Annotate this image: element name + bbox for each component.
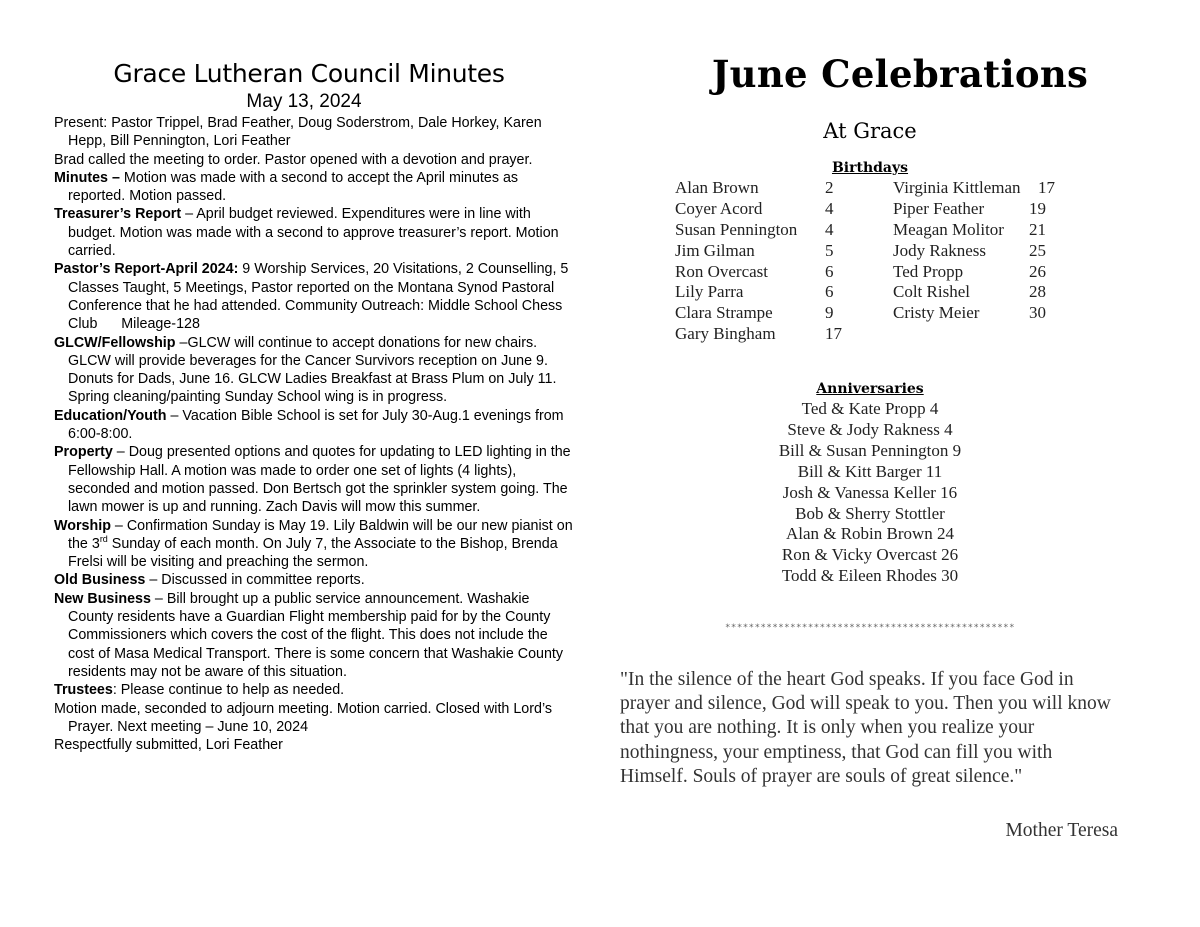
birthday-name: Susan Pennington [675,219,798,239]
birthday-row [893,199,1093,220]
section-text: –GLCW will continue to accept donations for new chairs. GLCW will provide beverages for the Cancer Survivors reception on June 9. Donuts for Dads, June 16. GLCW Ladies Breakfast at Brass Plum on July 11. Spring cleaning/painting Sunday School wing is in progress. [68,334,557,406]
ordinal-suffix: rd [99,534,108,545]
birthday-day: 4 [825,198,834,218]
minutes-section [54,169,574,206]
section-text: – Confirmation Sunday is May 19. Lily Baldwin will be our new pianist on the 3 [68,517,573,552]
birthday-row [675,324,875,345]
birthday-name: Coyer Acord [675,198,763,218]
section-text: : Please continue to help as needed. [112,682,345,699]
anniversary-item: Bob & Sherry Stottler [795,503,945,523]
anniversary-item: Alan & Robin Brown 24 [785,524,955,544]
birthday-row [893,241,1093,262]
celebrations-subtitle: At Grace [823,119,917,143]
birthday-name: Alan Brown [675,178,759,197]
birthday-row [675,220,875,241]
birthday-row [675,199,875,220]
birthday-day: 4 [825,219,834,239]
property-section [54,443,574,516]
birthday-row [893,220,1093,241]
birthday-name: Gary Bingham [675,324,776,344]
birthday-name: Meagan Molitor [893,219,1004,239]
fellowship-section [54,334,574,407]
birthday-row [893,178,1093,199]
quote-attribution: Mother Teresa [1005,820,1118,841]
section-text: – Doug presented options and quotes for updating to LED lighting in the Fellowship Hall. A motion was made to order one set of lights (4 lights), seconded and motion passed. Don Bertsch got the sprinkler system going. The lawn mower is up and running. Zach Davis will mow this summer. [68,444,571,516]
birthday-row [893,262,1093,283]
anniversary-item: Bill & Susan Pennington 9 [778,440,962,460]
birthday-day: 6 [825,261,834,281]
birthday-day: 17 [825,324,842,344]
quote-text: "In the silence of the heart God speaks. If you face God in prayer and silence, God will speak to you. Then you will know that you are nothing. It is only when you realize your nothingness, your emptiness, that God can fill you with Himself. Souls of prayer are souls of great silence." [620,669,1111,787]
anniversary-item: Bill & Kitt Barger 11 [797,461,943,481]
birthday-name: Ted Propp [893,261,964,281]
present-list: Present: Pastor Trippel, Brad Feather, Doug Soderstrom, Dale Horkey, Karen Hepp, Bill Pennington, Lori Feather [54,115,542,150]
anniversaries-list [750,399,990,587]
celebrations-panel [600,0,1160,927]
birthday-row [675,282,875,303]
section-text: – Vacation Bible School is set for July 30-Aug.1 evenings from 6:00-8:00. [68,407,564,443]
birthday-row [675,303,875,324]
birthday-day: 28 [1029,282,1046,302]
council-minutes [54,58,574,754]
birthday-name: Ron Overcast [675,261,769,281]
section-text: – Bill brought up a public service announcement. Washakie County residents have a Guardian Flight membership paid for by the County Commissioners which covers the cost of the flight. This does not include the cost of Masa Medical Transport. There is some concern that Washakie County residents may not be aware of this situation. [68,590,564,680]
section-label: New Business [54,590,151,607]
section-label: Old Business [54,572,146,589]
section-label: Minutes – [54,169,120,186]
birthday-day: 30 [1029,303,1046,323]
birthday-row [675,241,875,262]
section-text: Sunday of each month. On July 7, the Associate to the Bishop, Brenda Frelsi will be visiting and preaching the sermon. [68,535,558,571]
birthday-name: Clara Strampe [675,303,773,323]
birthday-row [675,178,875,199]
birthday-name: Jim Gilman [675,240,755,260]
star-divider: ************************************************* [724,623,1015,633]
birthday-row [675,262,875,283]
birthday-day: 2 [825,178,834,197]
section-label: Education/Youth [54,407,167,424]
minutes-date: May 13, 2024 [246,91,362,112]
section-label: Trustees [54,682,113,699]
worship-section [54,517,574,572]
section-text: 9 Worship Services, 20 Visitations, 2 Counselling, 5 Classes Taught, 5 Meetings, Pastor reported on the Montana Synod Pastoral Conference that he had attended. Community Outreach: Middle School Chess Club Mileage-128 [68,261,573,333]
birthday-day: 19 [1029,198,1046,218]
section-label: Worship [54,517,111,534]
birthday-name: Cristy Meier [893,303,980,323]
submitted-by: Respectfully submitted, Lori Feather [54,737,283,754]
section-text: – Discussed in committee reports. [145,572,365,589]
section-label: Property [54,444,113,461]
birthday-row [893,282,1093,303]
celebrations-title: June Celebrations [711,52,1089,96]
minutes-title: Grace Lutheran Council Minutes [113,59,505,88]
birthdays-right-column [893,178,1093,324]
birthday-name: Colt Rishel [893,282,970,302]
section-text: Motion was made with a second to accept the April minutes as reported. Motion passed. [68,169,519,205]
trustees-section [54,681,574,699]
anniversary-item: Steve & Jody Rakness 4 [787,419,953,439]
section-label: Pastor’s Report-April 2024: [54,261,239,278]
anniversary-item: Ron & Vicky Overcast 26 [781,545,959,565]
birthdays-left-column [675,178,875,345]
birthday-day: 25 [1029,240,1046,260]
birthday-row [893,303,1093,324]
meeting-called: Brad called the meeting to order. Pastor opened with a devotion and prayer. [54,151,533,168]
birthday-day: 17 [1038,178,1055,197]
birthday-day: 6 [825,282,834,302]
anniversaries-heading: Anniversaries [816,381,924,397]
birthday-name: Lily Parra [675,282,744,302]
birthdays-heading: Birthdays [831,160,909,176]
treasurer-section [54,205,574,260]
birthday-day: 9 [825,303,834,323]
old-business-section [54,571,574,589]
birthday-day: 26 [1029,261,1046,281]
education-section [54,407,574,444]
section-text: – April budget reviewed. Expenditures were in line with budget. Motion was made with a second to approve treasurer’s report. Motion carried. [68,206,559,260]
birthday-day: 21 [1029,219,1046,239]
birthday-name: Piper Feather [893,198,985,218]
anniversary-item: Josh & Vanessa Keller 16 [782,482,958,502]
birthday-name: Jody Rakness [893,240,987,260]
anniversary-item: Ted & Kate Propp 4 [801,399,939,418]
birthday-name: Virginia Kittleman [893,178,1021,197]
adjourn-text: Motion made, seconded to adjourn meeting. Motion carried. Closed with Lord’s Prayer. Next meeting – June 10, 2024 [54,700,553,735]
section-label: Treasurer’s Report [54,206,182,223]
birthday-day: 5 [825,240,834,260]
pastor-report-section [54,260,574,333]
section-label: GLCW/Fellowship [54,334,176,351]
anniversary-item: Todd & Eileen Rhodes 30 [781,566,959,586]
new-business-section [54,590,574,681]
